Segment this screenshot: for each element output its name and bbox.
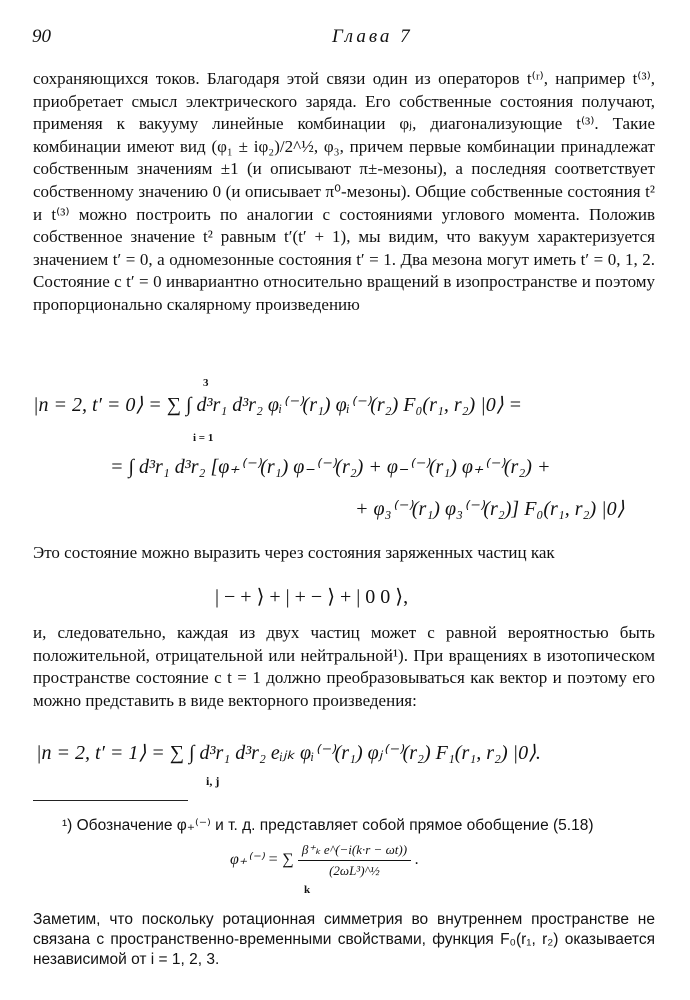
equation-state-t0-line3: + φ₃⁽⁻⁾(r₁) φ₃⁽⁻⁾(r₂)] F₀(r₁, r₂) |0⟩: [355, 498, 625, 520]
footnote-text: ¹) Обозначение φ₊⁽⁻⁾ и т. д. представляет собой прямое обобщение (5.18): [62, 817, 594, 834]
closing-paragraph: Заметим, что поскольку ротационная симметрия во внутреннем пространстве не связана с пространственно-временными свойствами, функция F₀(r₁, r₂) оказывается независимой от i = 1, 2, 3.: [33, 911, 655, 968]
footnote-fraction: [298, 842, 411, 879]
equation-charged-sum: | − + ⟩ + | + − ⟩ + | 0 0 ⟩,: [215, 586, 409, 608]
equation-state-t0-line2: = ∫ d³r₁ d³r₂ [φ₊⁽⁻⁾(r₁) φ₋⁽⁻⁾(r₂) + φ₋⁽⁻⁾(r₁) φ₊⁽⁻⁾(r₂) +: [110, 456, 551, 478]
page-number: 90: [32, 26, 51, 47]
footnote-eq-end: .: [415, 851, 420, 869]
footnote-equation: [230, 842, 419, 879]
fraction-denominator: (2ωL³)^½: [329, 863, 380, 878]
sum-lower-limit-ij: i, j: [206, 774, 220, 788]
footnote-eq-lhs: φ₊⁽⁻⁾ = ∑: [230, 851, 294, 869]
paragraph-vector-product: и, следовательно, каждая из двух частиц может с равной вероятностью быть положительной, отрицательной или нейтральной¹). При вращениях в изотопическом пространстве состояние с t = 1 должно преобразовываться как вектор и поэтому его можно представить в виде векторного произведения:: [33, 623, 655, 710]
sum-lower-limit: i = 1: [193, 432, 214, 444]
sum-upper-limit: 3: [203, 377, 209, 389]
equation-state-t1: |n = 2, t′ = 1⟩ = ∑ ∫ d³r₁ d³r₂ eᵢⱼₖ φᵢ⁽⁻⁾(r₁) φⱼ⁽⁻⁾(r₂) F₁(r₁, r₂) |0⟩.: [36, 742, 541, 764]
footnote-divider: [33, 800, 188, 801]
chapter-title: Глава 7: [332, 26, 413, 47]
page-header: [32, 26, 662, 50]
footnote-sum-lower-limit: k: [304, 884, 311, 896]
paragraph-charged-states: Это состояние можно выразить через состояния заряженных частиц как: [33, 543, 555, 562]
paragraph-intro: сохраняющихся токов. Благодаря этой связи один из операторов t⁽ʳ⁾, например t⁽³⁾, приобретает смысл электрического заряда. Его собственные состояния получают, применяя к вакууму линейные комбинации φⱼ, диагонализующие t⁽³⁾. Такие комбинации имеют вид (φ₁ ± iφ₂)/2^½, φ₃, причем первые комбинации принадлежат собственным значениям ±1 (и описывают π±-мезоны), а последняя соответствует собственному значению 0 (и описывает π⁰-мезоны). Общие собственные состояния t² и t⁽³⁾ можно построить по аналогии с состояниями углового момента. Положив собственное значение t² равным t′(t′ + 1), мы видим, что вакуум характеризуется значением t′ = 0, а одномезонные состояния t′ = 1. Два мезона могут иметь t′ = 0, 1, 2. Состояние с t′ = 0 инвариантно относительно вращений в изопространстве и поэтому пропорционально скалярному произведению: [33, 69, 655, 314]
fraction-numerator: β⁺ₖ e^(−i(k·r − ωt)): [298, 842, 411, 861]
equation-state-t0-line1: |n = 2, t′ = 0⟩ = ∑ ∫ d³r₁ d³r₂ φᵢ⁽⁻⁾(r₁) φᵢ⁽⁻⁾(r₂) F₀(r₁, r₂) |0⟩ =: [33, 394, 523, 416]
